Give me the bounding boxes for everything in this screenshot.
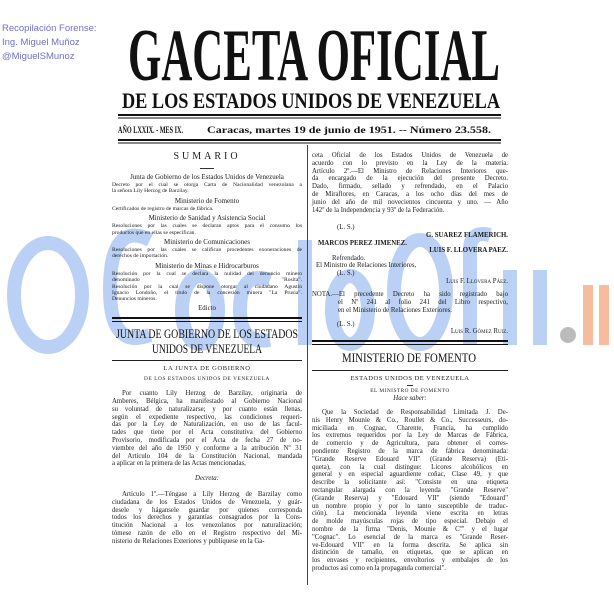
signatures — [312, 224, 508, 285]
text-line: 142º de la Independencia y 93º de la Federación. — [312, 206, 445, 214]
text-line: acuerdo con lo previsto en la Ley de la materia. — [312, 159, 508, 167]
sumario-item: Decreto por el cual se otorga Carta de Nacionalidad venezolana a — [112, 182, 302, 188]
article-1 — [112, 491, 302, 546]
text-line: todos los derechos y garantías consagrados por la Cons- — [112, 514, 302, 522]
double-rule — [312, 340, 508, 345]
text-line: queta), con la cual distingue: Licores alcohólicos en — [312, 463, 508, 471]
sumario-title: SUMARIO — [173, 151, 241, 162]
signature-suarez: G. SUAREZ FLAMERICH. — [426, 231, 508, 239]
masthead-subtitle: DE LOS ESTADOS UNIDOS DE VENEZUELA — [122, 88, 501, 113]
text-line: ceta Oficial de los Estados Unidos de Venezuela de — [312, 152, 508, 159]
edicto: Edicto — [198, 304, 216, 312]
watermark-suffix-shape — [588, 285, 604, 345]
text-line: junio del año de mil novecientos cincuenta y uno. — Año — [312, 198, 508, 206]
junta-heading-1: JUNTA DE GOBIERNO DE LOS ESTADOS — [116, 325, 298, 341]
sumario-item: Resolución por la cual se declara la nulidad del denuncio minero — [112, 270, 302, 277]
sumario-item: Resolución por la cual se dispone otorgar al ciudadano Agustín — [112, 283, 302, 290]
sumario-item: Resoluciones por las cuales se califican procedentes exoneraciones de — [112, 247, 302, 254]
sumario-items — [112, 271, 302, 303]
masthead-title: GACETA OFICIAL — [128, 15, 500, 97]
text-line: nombre de la firma "Denis, Mounie & Cº" y el lugar — [312, 526, 508, 534]
hace-saber: Hace saber: — [393, 395, 427, 403]
sumario-items — [112, 206, 302, 212]
continuation-paragraph — [312, 152, 508, 214]
text-line: titución Nacional a los venezolanos por naturalización; — [112, 522, 302, 530]
short-rule — [407, 385, 413, 386]
junta-paragraph — [112, 390, 302, 468]
text-line: Artículo 1º.—Téngase a Lily Herzog de Barzilay como — [122, 491, 302, 499]
short-rule — [200, 168, 214, 169]
fomento-sub1: ESTADOS UNIDOS DE VENEZUELA — [350, 374, 470, 382]
text-line: los envases y recipientes, envoltorios y embalajes de los — [312, 557, 508, 565]
text-line: ciudadana de los Estados Unidos de Venezuela, y guár- — [112, 498, 302, 506]
text-line: los extremos requeridos por la Ley de Marcas de Fábrica, — [312, 432, 508, 440]
nota-line: NOTA.—El precedente Decreto ha sido registrado bajo — [312, 291, 508, 299]
column-divider — [307, 145, 308, 585]
sumario-item: Certificados de registro de marcas de fábrica. — [112, 205, 214, 212]
text-line: describe la solicitante así: "Consiste en una etiqueta — [312, 479, 508, 487]
sumario-heading: Ministerio de Minas e Hidrocarburos — [155, 261, 259, 270]
junta-sub2: DE LOS ESTADOS UNIDOS DE VENEZUELA — [144, 376, 270, 383]
double-rule — [118, 143, 501, 144]
text-line: Amberes, Bélgica, ha manifestado al Gobierno Nacional — [112, 398, 302, 406]
decreta: Decreta: — [195, 475, 219, 483]
nota-line: en el Ministerio de Relaciones Exteriores. — [338, 306, 453, 314]
text-line: a aplicar en la primera de las Actas mencionadas, — [112, 460, 246, 468]
left-column — [112, 148, 302, 546]
text-line: da encargado de la ejecución del presente Decreto. — [312, 175, 508, 183]
sumario-item: Ignacio Londoño, el título de la concesión minera "La Prusia". — [112, 290, 302, 297]
date-number: Caracas, martes 19 de junio de 1951. -- Número 23.558. — [207, 125, 491, 135]
text-line: (Grande Reserva) y "Edouard VII" (siendo "Edouard" — [312, 494, 508, 502]
double-rule — [118, 114, 501, 116]
sumario-sections — [112, 173, 302, 303]
junta-sub1: LA JUNTA DE GOBIERNO — [163, 364, 251, 372]
sumario-item: denominado "Rosita". — [112, 277, 302, 284]
text-line: tades que tiene por el Acta constitutiva del Gobierno — [112, 429, 302, 437]
text-line: Que la Sociedad de Responsabilidad Limitada J. De- — [322, 409, 508, 417]
text-line: pondiente Registro de la marca de fábrica denominada: — [312, 448, 508, 456]
sumario-item: derechos de importación. — [112, 253, 169, 260]
right-column — [312, 148, 508, 573]
watermark-at-shape — [14, 243, 82, 347]
text-line: ve-Edouard VII" en la forma descrita. Se aplica sin — [312, 541, 508, 549]
signature-llovera-2: Luis F. Llovera Páez. — [446, 277, 508, 285]
sumario-heading: Ministerio de Sanidad y Asistencia Social — [148, 214, 266, 223]
text-line: del Artículo 104 de la Constitución Nacional, mandada — [112, 452, 302, 460]
fomento-heading-box — [312, 349, 508, 366]
text-line: desele y hágansele guardar por quienes corresponda — [112, 506, 302, 514]
credit-line: @MiguelSMunoz — [2, 51, 75, 62]
sumario-item: Denuncios mineros. — [112, 296, 157, 303]
watermark-letter-shape — [510, 270, 540, 345]
masthead — [0, 0, 614, 146]
rule — [312, 370, 508, 371]
text-line: nisterio de Relaciones Exteriores y publíquese en la Ga- — [112, 537, 265, 545]
junta-heading-2: UNIDOS DE VENEZUELA — [152, 340, 263, 356]
fomento-sub2: EL MINISTRO DE FOMENTO — [370, 387, 450, 394]
seal: (L. S.) — [337, 224, 355, 232]
seal: (L. S.) — [337, 269, 355, 277]
signature-llovera: LUIS F. LLOVERA PAEZ. — [429, 247, 508, 255]
fomento-paragraph — [312, 409, 508, 573]
text-line: das por la Ley de Naturalización, en uso de las facul- — [112, 421, 302, 429]
text-line: distinción de tamaño, en etiquetas, que se aplican en — [312, 549, 508, 557]
text-line: Por cuanto Lily Herzog de Barzilay, originaria de — [122, 390, 302, 398]
sumario-items — [112, 223, 302, 236]
text-line: "Cognac". Lo esencial de la marca es "Grande Reser- — [312, 533, 508, 541]
text-line: nis Henry Mounie & Co., Roullet & Co., Successeurs, do- — [312, 416, 508, 424]
text-line: Artículo 2º.—El Ministro de Relaciones Interiores que- — [312, 167, 508, 175]
year-month: AÑO LXXIX. - MES IX. — [118, 125, 183, 135]
sumario-items — [112, 247, 302, 260]
fomento-heading: MINISTERIO DE FOMENTO — [342, 349, 476, 365]
text-line: un nombre propio y por lo tanto susceptible de traduc- — [312, 502, 508, 510]
signature-gomez: Luis R. Gómez Ruiz. — [450, 328, 508, 336]
double-rule — [118, 118, 501, 119]
text-line: miciliada en Cognac, Charente, Francia, ha cumplido — [312, 424, 508, 432]
sumario-item: productos que en ellas se especifican. — [112, 229, 196, 236]
sumario-item: Resoluciones por las cuales se declaran aptos para el consumo los — [112, 223, 302, 230]
text-line: productos así como en la propaganda comercial". — [312, 565, 446, 573]
refrendado: Refrendado. — [332, 254, 366, 262]
double-rule — [118, 139, 501, 141]
sumario-heading: Junta de Gobierno de los Estados Unidos de Venezuela — [130, 173, 284, 181]
credit-line: Recopilación Forense: — [2, 23, 97, 34]
sumario-heading: Ministerio de Fomento — [174, 196, 240, 205]
text-line: su voluntad de naturalizarse; y por cuanto están llenas, — [112, 405, 302, 413]
text-line: ción). La mencionada leyenda viene escrita en letras — [312, 510, 508, 518]
text-line: general y en especial aguardiente coñac, Clase 49, y que — [312, 471, 508, 479]
nota — [312, 291, 508, 314]
text-line: tómese razón de ello en el Registro respectivo del Mi- — [112, 530, 302, 538]
sumario-items — [112, 182, 302, 195]
nota-signature — [312, 321, 508, 336]
text-line: rectangular alargada con la leyenda "Grande Reserve" — [312, 487, 508, 495]
text-line: de Miraflores, en Caracas, a los ocho días del mes de — [312, 190, 508, 198]
nota-line: el Nº 241 al folio 241 del Libro respectivo, — [338, 298, 508, 306]
text-line: según el expediente respectivo, las condiciones requeri- — [112, 413, 302, 421]
seal: (L. S.) — [337, 320, 355, 328]
text-line: "Grande Reserve Edouard VII" (Grande Reserva) (Eti- — [312, 455, 508, 463]
signature-perez: MARCOS PEREZ JIMENEZ. — [318, 239, 407, 247]
text-line: de comercio y de Agricultura, para obtener el corres- — [312, 440, 508, 448]
sumario-item: la señora Lily Herzog de Barzilay. — [112, 188, 189, 195]
sumario-heading: Ministerio de Comunicaciones — [164, 238, 250, 247]
rule — [112, 360, 302, 361]
text-line: viembre del año de 1950 y conforme a la atribución Nº 31 — [112, 444, 302, 452]
text-line: Dado, firmado, sellado y refrendado, en el Palacio — [312, 183, 508, 191]
text-line: Provisorio, modificada por el Acta de fecha 27 de no- — [112, 437, 302, 445]
double-rule — [112, 317, 302, 322]
credit-line: Ing. Miguel Muñoz — [2, 37, 80, 48]
watermark-dot — [560, 327, 576, 343]
text-line: de molde mayúsculas rojas de tipo especial. Debajo el — [312, 518, 508, 526]
junta-heading — [112, 326, 302, 356]
ministro-label: El Ministro de Relaciones Interiores, — [316, 262, 417, 270]
